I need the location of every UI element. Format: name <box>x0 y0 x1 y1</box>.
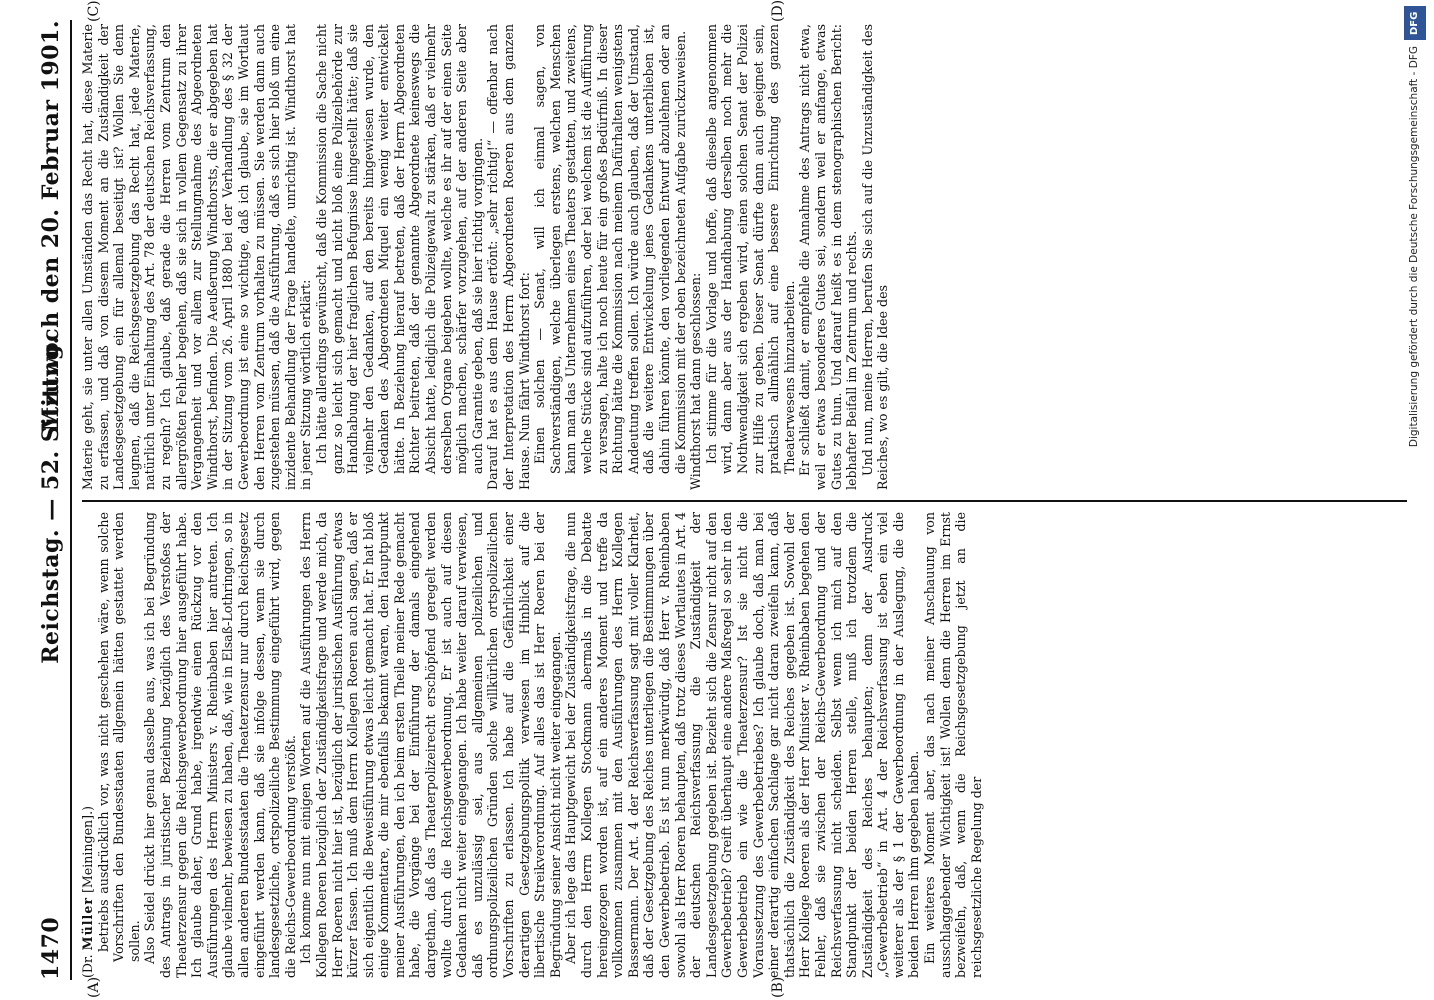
left-column <box>80 512 984 978</box>
quotation: Ich hätte allerdings gewünscht, daß die Kommission die Sache nicht ganz so leicht sich gemacht und nicht bloß eine Polizeibehörde zur Handhabung der hier fraglichen Befugnisse hingestellt hätte; daß sie vielmehr den Gedanken, auf den bereits hingewiesen wurde, den Gedanken des Abgeordneten Miquel ein wenig weiter entwickelt hätte. In Beziehung hierauf betreten, daß der Herrn Abgeordneten Richter beitreten, daß der genannte Abgeordnete keineswegs die Absicht hatte, lediglich die Polizeigewalt zu stärken, daß er vielmehr derselben Organe beigeben wollte, welche es ihr auf der einen Seite möglich machen, schärfer vorzugehen, auf der anderen Seite aber auch Garantie geben, daß sie hier richtig vorgingen. <box>313 24 485 474</box>
speaker-prefix: (Dr. <box>80 950 95 978</box>
header-date: Mittwoch den 20. Februar 1901. <box>38 20 64 432</box>
quotation: Ich stimme für die Vorlage und hoffe, daß dieselbe angenommen wird, dann aber aus der Handhabung derselben noch mehr die Nothwendigkeit sich ergeben wird, einen solchen Senat der Polizei zur Hilfe zu geben. Dieser Senat dürfte dann auch geeignet sein, praktisch allmählich auf eine bessere Einrichtung des ganzen Theaterwesens hinzuarbeiten. <box>703 24 797 474</box>
quotation: Einen solchen — Senat, will ich einmal sagen, von Sachverständigen, welche überlegen erstens, welchen Menschen kann man das Unternehmen eines Theaters gestatten, und zweitens, welche Stücke sind aufzuführen, oder bei welchem ist die Aufführung zu versagen, halte ich noch heute für ein großes Bedürfniß. In dieser Richtung hätte die Kommission nach meinem Dafürhalten wenigstens Andeutung treffen sollen. Ich würde auch glauben, daß der Umstand, daß die weitere Entwickelung jenes Gedankens unterblieben ist, dahin führen könnte, den vorliegenden Entwurf abzulehnen oder an die Kommission mit der oben bezeichneten Aufgabe zurückzuweisen. <box>532 24 688 474</box>
speaker-line <box>80 512 96 978</box>
paragraph: Darauf hat es aus dem Hause ertönt: „sehr richtig!“ — offenbar nach der Interpretation des Herrn Abgeordneten Roeren aus dem ganzen Hause. Nun fährt Windthorst fort: <box>485 24 532 490</box>
dfg-logo: DFG <box>1404 6 1426 40</box>
margin-marker-c: (C) <box>86 0 102 22</box>
paragraph: Windthorst hat dann geschlossen: <box>688 272 704 490</box>
speaker-name: Müller <box>80 897 95 951</box>
column-separator <box>82 500 1407 502</box>
margin-marker-d: (D) <box>770 0 786 22</box>
header-title: Reichstag. — 52. Sitzung. <box>38 336 64 664</box>
right-column <box>80 24 891 490</box>
paragraph: Materie geht, sie unter allen Umständen das Recht hat, diese Materie zu erfassen, und daß von diesem Moment an die Zuständigkeit der Landesgesetzgebung ein für allemal beseitigt ist? Wollen Sie denn leugnen, daß die Reichsgesetzgebung das Recht hat, jede Materie, natürlich unter Einhaltung des Art. 78 der deutschen Reichsverfassung, zu regeln? Ich glaube, daß gerade die Herren vom Zentrum den allergrößten Fehler begehen, daß sie sich in vollem Gegensatz zu ihrer Vergangenheit und vor allem zur Stellungnahme des Abgeordneten Windthorst, befinden. Die Aeußerung Windthorsts, die er abgegeben hat in der Sitzung vom 26. April 1880 bei der Verhandlung des § 32 der Gewerbeordnung ist eine so wichtige, daß ich glaube, sie im Wortlaut den Herren vom Zentrum vorhalten zu müssen. Sie werden dann auch zugestehen müssen, daß die Ausführung, daß es sich hier bloß um eine inzidente Behandlung der Frage handelte, unrichtig ist. Windthorst hat in jener Sitzung wörtlich erklärt: <box>80 24 314 490</box>
margin-marker-a: (A) <box>86 976 102 998</box>
page-header <box>38 20 68 980</box>
paragraph: Also Seidel drückt hier genau dasselbe aus, was ich bei Begründung des Antrags in juristischer Beziehung bezüglich des Verstoßes der Theaterzensur gegen die Reichsgewerbeordnung hier ausgeführt habe. Ich glaube daher, Grund habe, irgendwie einen Rückzug vor den Ausführungen des Herrn Ministers v. Rheinbaben hier antreten. Ich glaube vielmehr, bewiesen zu haben, daß, wie in Elsaß-Lothringen, so in allen anderen Bundesstaaten die Theaterzensur nur durch Reichsgesetz eingeführt werden kann, daß sie infolge dessen, wenn sie durch landesgesetzliche, ortspolizeiliche Bestimmung eingeführt wird, gegen die Reichs-Gewerbeordnung verstößt. <box>142 512 298 978</box>
header-rule <box>70 20 72 980</box>
page-number: 1470 <box>38 916 64 980</box>
paragraph: Ich komme nun mit einigen Worten auf die Ausführungen des Herrn Kollegen Roeren bezüglich der Zuständigkeitsfrage und werde mich, da Herr Roeren nicht hier ist, bezüglich der juristischen Ausführung etwas kürzer fassen. Ich muß dem Herrn Kollegen Roeren auch sagen, daß er sich eigentlich die Beweisführung etwas leicht gemacht hat. Er hat bloß einige Kommentare, die mir ebenfalls bekannt waren, den Hauptpunkt meiner Ausführungen, den ich beim ersten Theile meiner Rede gemacht habe, die Vorgänge bei der Einführung der damals eingehend dargethan, daß das Theaterpolizeirecht erschöpfend geregelt werden wollte durch die Reichsgewerbeordnung. Er ist auch auf diesen Gedanken nicht weiter eingegangen. Ich habe weiter darauf verwiesen, daß es unzulässig sei, aus allgemeinen polizeilichen und ordnungspolizeilichen Gründen solche willkürlichen ortspolizeilichen Vorschriften zu erlassen. Ich habe auf die Gefährlichkeit einer derartigen Gesetzgebungspolitik verwiesen im Hinblick auf die libertische Streikverordnung. Auf alles das ist Herr Roeren bei der Begründung seiner Ansicht nicht weiter eingegangen. <box>298 512 563 978</box>
credit-text: Digitalisierung gefördert durch die Deutsche Forschungsgemeinschaft - DFG <box>1408 46 1420 448</box>
digitization-credit <box>1396 0 1434 1000</box>
paragraph: Er schließt damit, er empfehle die Annahme des Antrags nicht etwa, weil er etwas besonderes Gutes sei, sondern weil er anfange, etwas Gutes zu thun. Und darauf heißt es in dem stenographischen Bericht: lebhafter Beifall im Zentrum und rechts. <box>797 24 860 490</box>
paragraph: betriebs ausdrücklich vor, was nicht geschehen wäre, wenn solche Vorschriften den Bundesstaaten allgemein hätten gestattet werden sollen. <box>95 512 142 962</box>
paragraph: Und nun, meine Herren, berufen Sie sich auf die Unzuständigkeit des Reiches, wo es gilt, die Idee des <box>859 24 891 490</box>
speaker-suffix: [Meiningen].) <box>80 806 95 898</box>
margin-marker-b: (B) <box>770 976 786 998</box>
paragraph: Ein weiteres Moment aber, das nach meiner Anschauung von ausschlaggebender Wichtigkeit ist! Wollen denn die Herren im Ernst bezweifeln, daß, wenn die Reichsgesetzgebung jetzt an die reichsgesetzliche Regelung der <box>922 512 984 978</box>
paragraph: Aber ich lege das Hauptgewicht bei der Zuständigkeitsfrage, die nun durch den Herrn Kollegen Stockmann abermals in die Debatte hereingezogen worden ist, auf ein anderes Moment und treffe da vollkommen zusammen mit den Ausführungen des Herrn Kollegen Bassermann. Der Art. 4 der Reichsverfassung sagt mit voller Klarheit, daß der Gesetzgebung des Reiches unterliegen die Bestimmungen über den Gewerbebetrieb. Es ist nun merkwürdig, daß Herr v. Rheinbaben sowohl als Herr Roeren behaupten, daß trotz dieses Wortlautes in Art. 4 der deutschen Reichsverfassung die Zuständigkeit der Landesgesetzgebung gegeben ist. Bezieht sich die Zensur nicht auf den Gewerbebetrieb? Greift überhaupt eine andere Maßregel so sehr in den Gewerbebetrieb ein wie die Theaterzensur? Ist sie nicht die Voraussetzung des Gewerbebetriebes? Ich glaube doch, daß man bei einer derartig einfachen Sachlage gar nicht daran zweifeln kann, daß thatsächlich die Zuständigkeit des Reiches gegeben ist. Sowohl der Herr Kollege Roeren als der Herr Minister v. Rheinbaben begehen den Fehler, daß sie zwischen der Reichs-Gewerbeordnung und der Reichsverfassung nicht scheiden. Selbst wenn ich mich auf den Standpunkt der beiden Herren stelle, muß ich trotzdem die Zuständigkeit des Reiches behaupten; denn der Ausdruck „Gewerbebetrieb“ in Art. 4 der Reichsverfassung ist eben ein viel weiterer als der § 1 der Gewerbeordnung in der Auslegung, die die beiden Herren ihm gegeben haben. <box>563 512 922 978</box>
